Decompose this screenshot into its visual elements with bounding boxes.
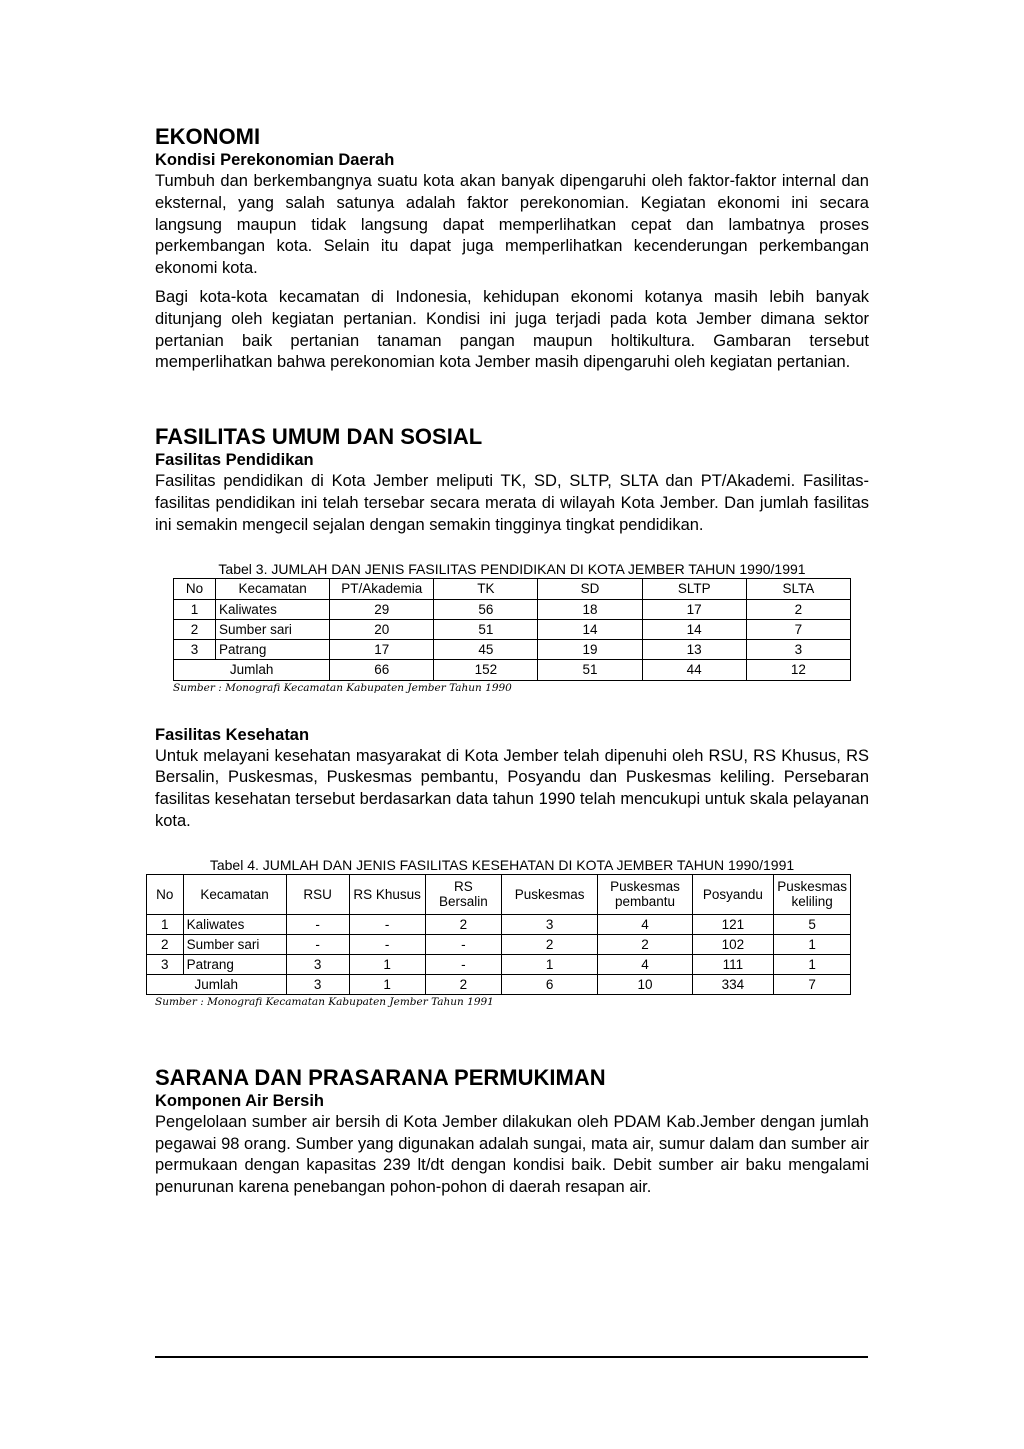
table-cell: 20 [330, 619, 434, 639]
table-row [147, 914, 851, 934]
section-title-sarana: SARANA DAN PRASARANA PERMUKIMAN [155, 1064, 606, 1090]
table-cell: Patrang [183, 954, 286, 974]
table-cell: 3 [502, 914, 598, 934]
paragraph-ekonomi-2: Bagi kota-kota kecamatan di Indonesia, kehidupan ekonomi kotanya masih lebih banyak ditunjang oleh kegiatan pertanian. Kondisi ini juga terjadi pada kota Jember dimana sektor pertanian baik pertanian tanaman pangan maupun holtikultura. Gambaran tersebut memperlihatkan bahwa perekonomian kota Jember masih dipengaruhi oleh kegiatan pertanian. [155, 287, 869, 372]
table-header-row [174, 578, 851, 599]
footer-rule [155, 1356, 868, 1358]
table-header-cell: Kecamatan [216, 578, 330, 599]
table-cell: Sumber sari [216, 619, 330, 639]
table-row [174, 619, 851, 639]
table-cell: 5 [774, 914, 851, 934]
table-cell: 66 [330, 659, 434, 680]
table-cell: 2 [425, 974, 501, 994]
subsection-title-air-bersih: Komponen Air Bersih [155, 1091, 324, 1110]
table-caption-pendidikan: Tabel 3. JUMLAH DAN JENIS FASILITAS PENDIDIKAN DI KOTA JEMBER TAHUN 1990/1991 [218, 560, 806, 577]
table-cell: 2 [746, 599, 850, 619]
paragraph-pendidikan: Fasilitas pendidikan di Kota Jember meliputi TK, SD, SLTP, SLTA dan PT/Akademi. Fasilitas-fasilitas pendidikan ini telah tersebar secara merata di wilayah Kota Jember. Dan jumlah fasilitas ini semakin mengecil sejalan dengan semakin tingginya tingkat pendidikan. [155, 472, 869, 534]
table-total-row [174, 659, 851, 680]
table-cell: - [349, 934, 425, 954]
table-cell: - [425, 934, 501, 954]
table-cell: 2 [147, 934, 184, 954]
table-header-cell: Posyandu [692, 874, 773, 914]
table-cell: 4 [598, 954, 692, 974]
table-cell: 7 [774, 974, 851, 994]
table-caption-kesehatan: Tabel 4. JUMLAH DAN JENIS FASILITAS KESEHATAN DI KOTA JEMBER TAHUN 1990/1991 [209, 856, 795, 873]
table-cell: 45 [434, 639, 538, 659]
table-pendidikan [173, 578, 851, 681]
table-cell: Patrang [216, 639, 330, 659]
table-cell: 2 [502, 934, 598, 954]
table-cell: 3 [286, 974, 349, 994]
table-cell: Sumber sari [183, 934, 286, 954]
table-cell: 6 [502, 974, 598, 994]
table-cell: 56 [434, 599, 538, 619]
table-header-cell: SD [538, 578, 642, 599]
table-cell: 1 [502, 954, 598, 974]
table-header-cell: Kecamatan [183, 874, 286, 914]
table-row [174, 639, 851, 659]
table-cell: 4 [598, 914, 692, 934]
table-cell: 1 [147, 914, 184, 934]
table-total-row [147, 974, 851, 994]
table-cell: 1 [349, 974, 425, 994]
subsection-title-kesehatan: Fasilitas Kesehatan [155, 725, 310, 744]
table-source-kesehatan: Sumber : Monografi Kecamatan Kabupaten Jember Tahun 1991 [155, 995, 494, 1008]
table-cell: 14 [538, 619, 642, 639]
subsection-title-pendidikan: Fasilitas Pendidikan [155, 451, 314, 470]
table-cell: 3 [147, 954, 184, 974]
table-cell: - [286, 914, 349, 934]
table-header-cell: No [147, 874, 184, 914]
table-header-cell: RS Khusus [349, 874, 425, 914]
table-cell: 334 [692, 974, 773, 994]
table-cell: - [349, 914, 425, 934]
table-cell: 29 [330, 599, 434, 619]
table-cell: 2 [425, 914, 501, 934]
table-header-cell: No [174, 578, 216, 599]
table-header-cell: TK [434, 578, 538, 599]
table-total-label: Jumlah [147, 974, 287, 994]
table-cell: 17 [330, 639, 434, 659]
table-header-cell: SLTA [746, 578, 850, 599]
table-header-cell: Puskesmas [502, 874, 598, 914]
table-header-cell: RSU [286, 874, 349, 914]
table-cell: 7 [746, 619, 850, 639]
table-cell: 3 [746, 639, 850, 659]
paragraph-air-bersih: Pengelolaan sumber air bersih di Kota Jember dilakukan oleh PDAM Kab.Jember dengan jumlah pegawai 98 orang. Sumber yang digunakan adalah sungai, mata air, sumur dalam dan sumber air permukaan dengan kapasitas 239 lt/dt dengan kondisi baik. Debit sumber air baku mengalami penurunan karena penebangan pohon-pohon di daerah resapan air. [155, 1112, 869, 1197]
table-header-cell: Puskesmas pembantu [598, 874, 692, 914]
table-cell: 10 [598, 974, 692, 994]
table-cell: 13 [642, 639, 746, 659]
table-cell: 1 [774, 934, 851, 954]
section-title-ekonomi: EKONOMI [155, 124, 261, 149]
table-cell: 152 [434, 659, 538, 680]
table-kesehatan [146, 874, 851, 995]
paragraph-ekonomi-1: Tumbuh dan berkembangnya suatu kota akan banyak dipengaruhi oleh faktor-faktor internal dan eksternal, yang salah satunya adalah faktor perekonomian. Kegiatan ekonomi ini secara langsung maupun tidak langsung dapat memperlihatkan cepat dan lambatnya proses perkembangan kota. Selain itu dapat juga memperlihatkan kecenderungan perkembangan ekonomi kota. [155, 172, 869, 278]
table-cell: 2 [598, 934, 692, 954]
table-cell: 12 [746, 659, 850, 680]
subsection-title-kondisi: Kondisi Perekonomian Daerah [155, 151, 395, 169]
table-cell: - [286, 934, 349, 954]
table-source-pendidikan: Sumber : Monografi Kecamatan Kabupaten Jember Tahun 1990 [173, 681, 512, 694]
paragraph-kesehatan: Untuk melayani kesehatan masyarakat di Kota Jember telah dipenuhi oleh RSU, RS Khusus, RS Bersalin, Puskesmas, Puskesmas pembantu, Posyandu dan Puskesmas keliling. Persebaran fasilitas kesehatan tersebut berdasarkan data tahun 1990 telah mencukupi untuk skala pelayanan kota. [155, 746, 869, 830]
table-cell: Kaliwates [216, 599, 330, 619]
section-title-fasilitas: FASILITAS UMUM DAN SOSIAL [155, 424, 483, 450]
table-cell: 51 [538, 659, 642, 680]
table-header-cell: SLTP [642, 578, 746, 599]
table-cell: - [425, 954, 501, 974]
table-cell: 3 [174, 639, 216, 659]
table-row [147, 934, 851, 954]
table-cell: 51 [434, 619, 538, 639]
table-cell: 121 [692, 914, 773, 934]
table-cell: 3 [286, 954, 349, 974]
table-cell: 111 [692, 954, 773, 974]
table-cell: 44 [642, 659, 746, 680]
table-header-cell: RS Bersalin [425, 874, 501, 914]
table-cell: 102 [692, 934, 773, 954]
table-header-cell: PT/Akademia [330, 578, 434, 599]
table-cell: 19 [538, 639, 642, 659]
table-cell: Kaliwates [183, 914, 286, 934]
table-cell: 17 [642, 599, 746, 619]
table-header-row [147, 874, 851, 914]
table-cell: 1 [174, 599, 216, 619]
table-row [147, 954, 851, 974]
table-cell: 18 [538, 599, 642, 619]
table-total-label: Jumlah [174, 659, 330, 680]
table-cell: 1 [349, 954, 425, 974]
table-cell: 14 [642, 619, 746, 639]
table-cell: 1 [774, 954, 851, 974]
table-header-cell: Puskesmas keliling [774, 874, 851, 914]
table-row [174, 599, 851, 619]
table-cell: 2 [174, 619, 216, 639]
document-page [155, 0, 869, 1199]
